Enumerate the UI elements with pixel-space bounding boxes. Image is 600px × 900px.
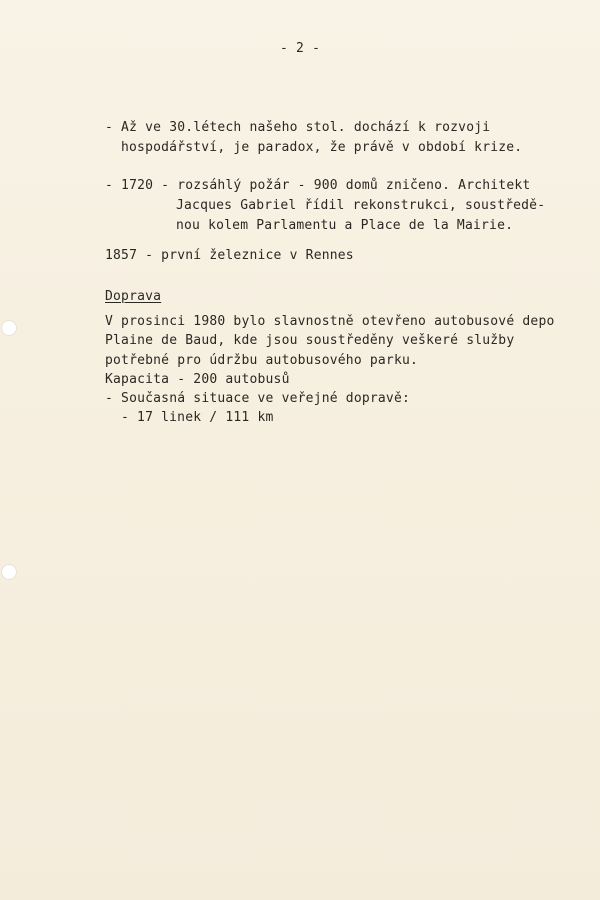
section-heading: Doprava bbox=[105, 289, 162, 304]
paragraph-1-line-2: hospodářství, je paradox, že právě v období krize. bbox=[121, 140, 523, 155]
section-line-5: - Současná situace ve veřejné dopravě: bbox=[105, 391, 411, 406]
punch-hole-bottom bbox=[1, 564, 17, 580]
page-number: - 2 - bbox=[280, 41, 321, 56]
paragraph-2-line-3: nou kolem Parlamentu a Place de la Mairie. bbox=[176, 218, 514, 233]
section-line-6: - 17 linek / 111 km bbox=[121, 410, 274, 425]
section-line-3: potřebné pro údržbu autobusového parku. bbox=[105, 353, 419, 368]
paragraph-1-line-1: - Až ve 30.létech našeho stol. dochází k rozvoji bbox=[105, 120, 491, 135]
paragraph-2-line-2: Jacques Gabriel řídil rekonstrukci, soustředě- bbox=[176, 198, 546, 213]
section-line-2: Plaine de Baud, kde jsou soustředěny veškeré služby bbox=[105, 333, 515, 348]
section-line-4: Kapacita - 200 autobusů bbox=[105, 372, 290, 387]
punch-hole-top bbox=[1, 320, 17, 336]
paragraph-2-line-1: - 1720 - rozsáhlý požár - 900 domů zničeno. Architekt bbox=[105, 178, 531, 193]
paragraph-3: 1857 - první železnice v Rennes bbox=[105, 248, 354, 263]
section-line-1: V prosinci 1980 bylo slavnostně otevřeno autobusové depo bbox=[105, 314, 555, 329]
